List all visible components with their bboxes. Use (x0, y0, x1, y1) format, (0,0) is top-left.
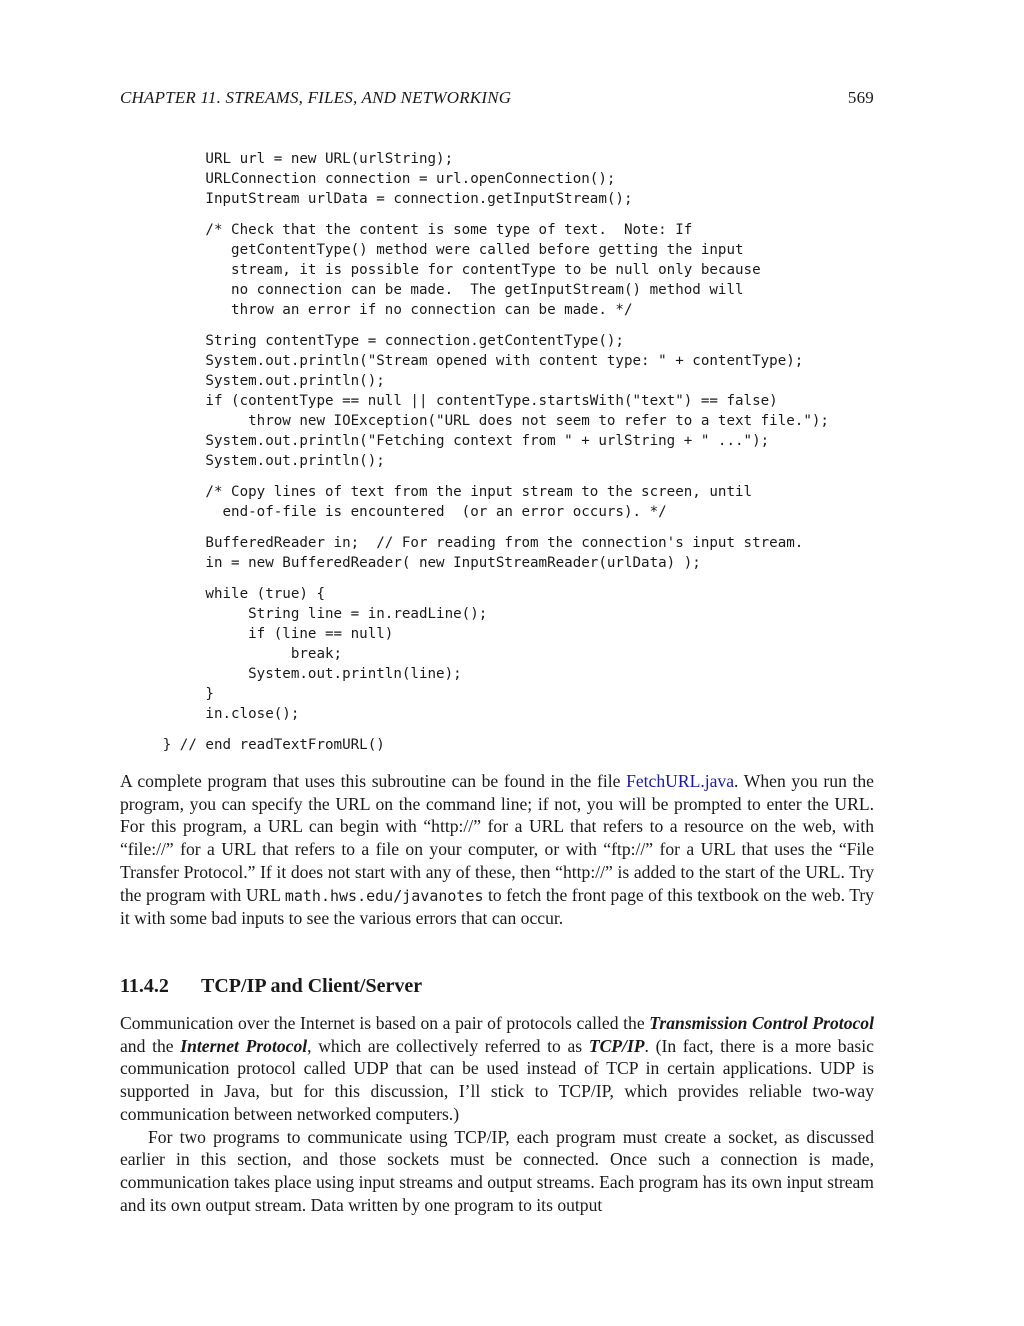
paragraph-tcpip (120, 1012, 874, 1126)
code-line: String contentType = connection.getContentType(); (120, 333, 624, 349)
code-line: in = new BufferedReader( new InputStreamReader(urlData) ); (120, 555, 701, 571)
paragraph-fetchurl (120, 770, 874, 930)
code-line: end-of-file is encountered (or an error occurs). */ (120, 504, 667, 520)
code-gap (120, 573, 874, 584)
section-heading (120, 975, 422, 998)
section-title: TCP/IP and Client/Server (201, 975, 423, 997)
code-line: System.out.println("Stream opened with content type: " + contentType); (120, 353, 804, 369)
running-header (120, 88, 874, 108)
code-gap (120, 320, 874, 331)
paragraph-text: to fetch the front page of this textbook on the web. Try it with some bad inputs to see the various errors that can occur. (120, 884, 874, 929)
code-line: while (true) { (120, 586, 325, 602)
paragraph-text: . When you run the program, you can specify the URL on the command line; if not, you will be prompted to enter the URL. For this program, a URL can begin with “http://” for a URL that refers to a resource on the web, with “file://” for a URL that refers to a file on your computer, or with “ftp://” for a URL that uses the “File Transfer Protocol.” If it does not start with any of these, then “http://” is added to the start of the URL. Try the program with URL (120, 771, 874, 905)
code-line: URLConnection connection = url.openConnection(); (120, 171, 616, 187)
code-line: stream, it is possible for contentType to be null only because (120, 262, 761, 278)
code-line: break; (120, 646, 343, 662)
section-number: 11.4.2 (120, 975, 169, 997)
paragraph-text: Communication over the Internet is based on a pair of protocols called the (120, 1013, 650, 1033)
paragraph-text: and the (120, 1035, 181, 1056)
code-line: throw new IOException("URL does not seem to refer to a text file."); (120, 413, 829, 429)
code-line: /* Copy lines of text from the input stream to the screen, until (120, 484, 753, 500)
section-body (120, 1012, 874, 1216)
term-internet-protocol: Internet Protocol (180, 1035, 308, 1056)
code-line: /* Check that the content is some type of text. Note: If (120, 222, 693, 238)
code-line: getContentType() method were called before getting the input (120, 242, 744, 258)
code-gap (120, 209, 874, 220)
paragraph-sockets: For two programs to communicate using TCP/IP, each program must create a socket, as discussed earlier in this section, and those sockets must be connected. Once such a connection is made, communication takes place using input streams and output streams. Each program has its own input stream and its own output stream. Data written by one program to its output (120, 1126, 874, 1215)
code-line: System.out.println(line); (120, 666, 462, 682)
paragraph-text: , which are collectively referred to as (307, 1035, 589, 1056)
code-line: System.out.println("Fetching context from " + urlString + " ..."); (120, 433, 770, 449)
paragraph-text: A complete program that uses this subroutine can be found in the file (120, 771, 627, 791)
code-line: no connection can be made. The getInputStream() method will (120, 282, 744, 298)
code-gap (120, 724, 874, 735)
code-line: } // end readTextFromURL() (120, 737, 385, 753)
term-tcp-ip: TCP/IP (588, 1035, 645, 1056)
code-gap (120, 522, 874, 533)
code-line: throw an error if no connection can be made. */ (120, 302, 633, 318)
code-line: } (120, 686, 214, 702)
code-line: if (line == null) (120, 626, 394, 642)
code-line: System.out.println(); (120, 453, 385, 469)
fetchurl-link[interactable]: FetchURL.java (626, 771, 735, 791)
code-line: in.close(); (120, 706, 300, 722)
code-line: String line = in.readLine(); (120, 606, 488, 622)
chapter-title: CHAPTER 11. STREAMS, FILES, AND NETWORKING (120, 88, 512, 107)
code-gap (120, 471, 874, 482)
code-listing (120, 149, 874, 755)
code-line: InputStream urlData = connection.getInputStream(); (120, 191, 633, 207)
url-example: math.hws.edu/javanotes (284, 886, 484, 905)
code-line: if (contentType == null || contentType.startsWith("text") == false) (120, 393, 778, 409)
paragraph-text: . (In fact, there is a more basic communication protocol called UDP that can be used instead of TCP in certain applications. UDP is supported in Java, but for this discussion, I’ll stick to TCP/IP, which provides reliable two-way communication between networked computers.) (120, 1035, 874, 1124)
page-number: 569 (847, 88, 874, 107)
code-line: System.out.println(); (120, 373, 385, 389)
term-transmission-control-protocol: Transmission Control Protocol (649, 1013, 874, 1033)
code-line: BufferedReader in; // For reading from the connection's input stream. (120, 535, 804, 551)
code-line: URL url = new URL(urlString); (120, 151, 454, 167)
